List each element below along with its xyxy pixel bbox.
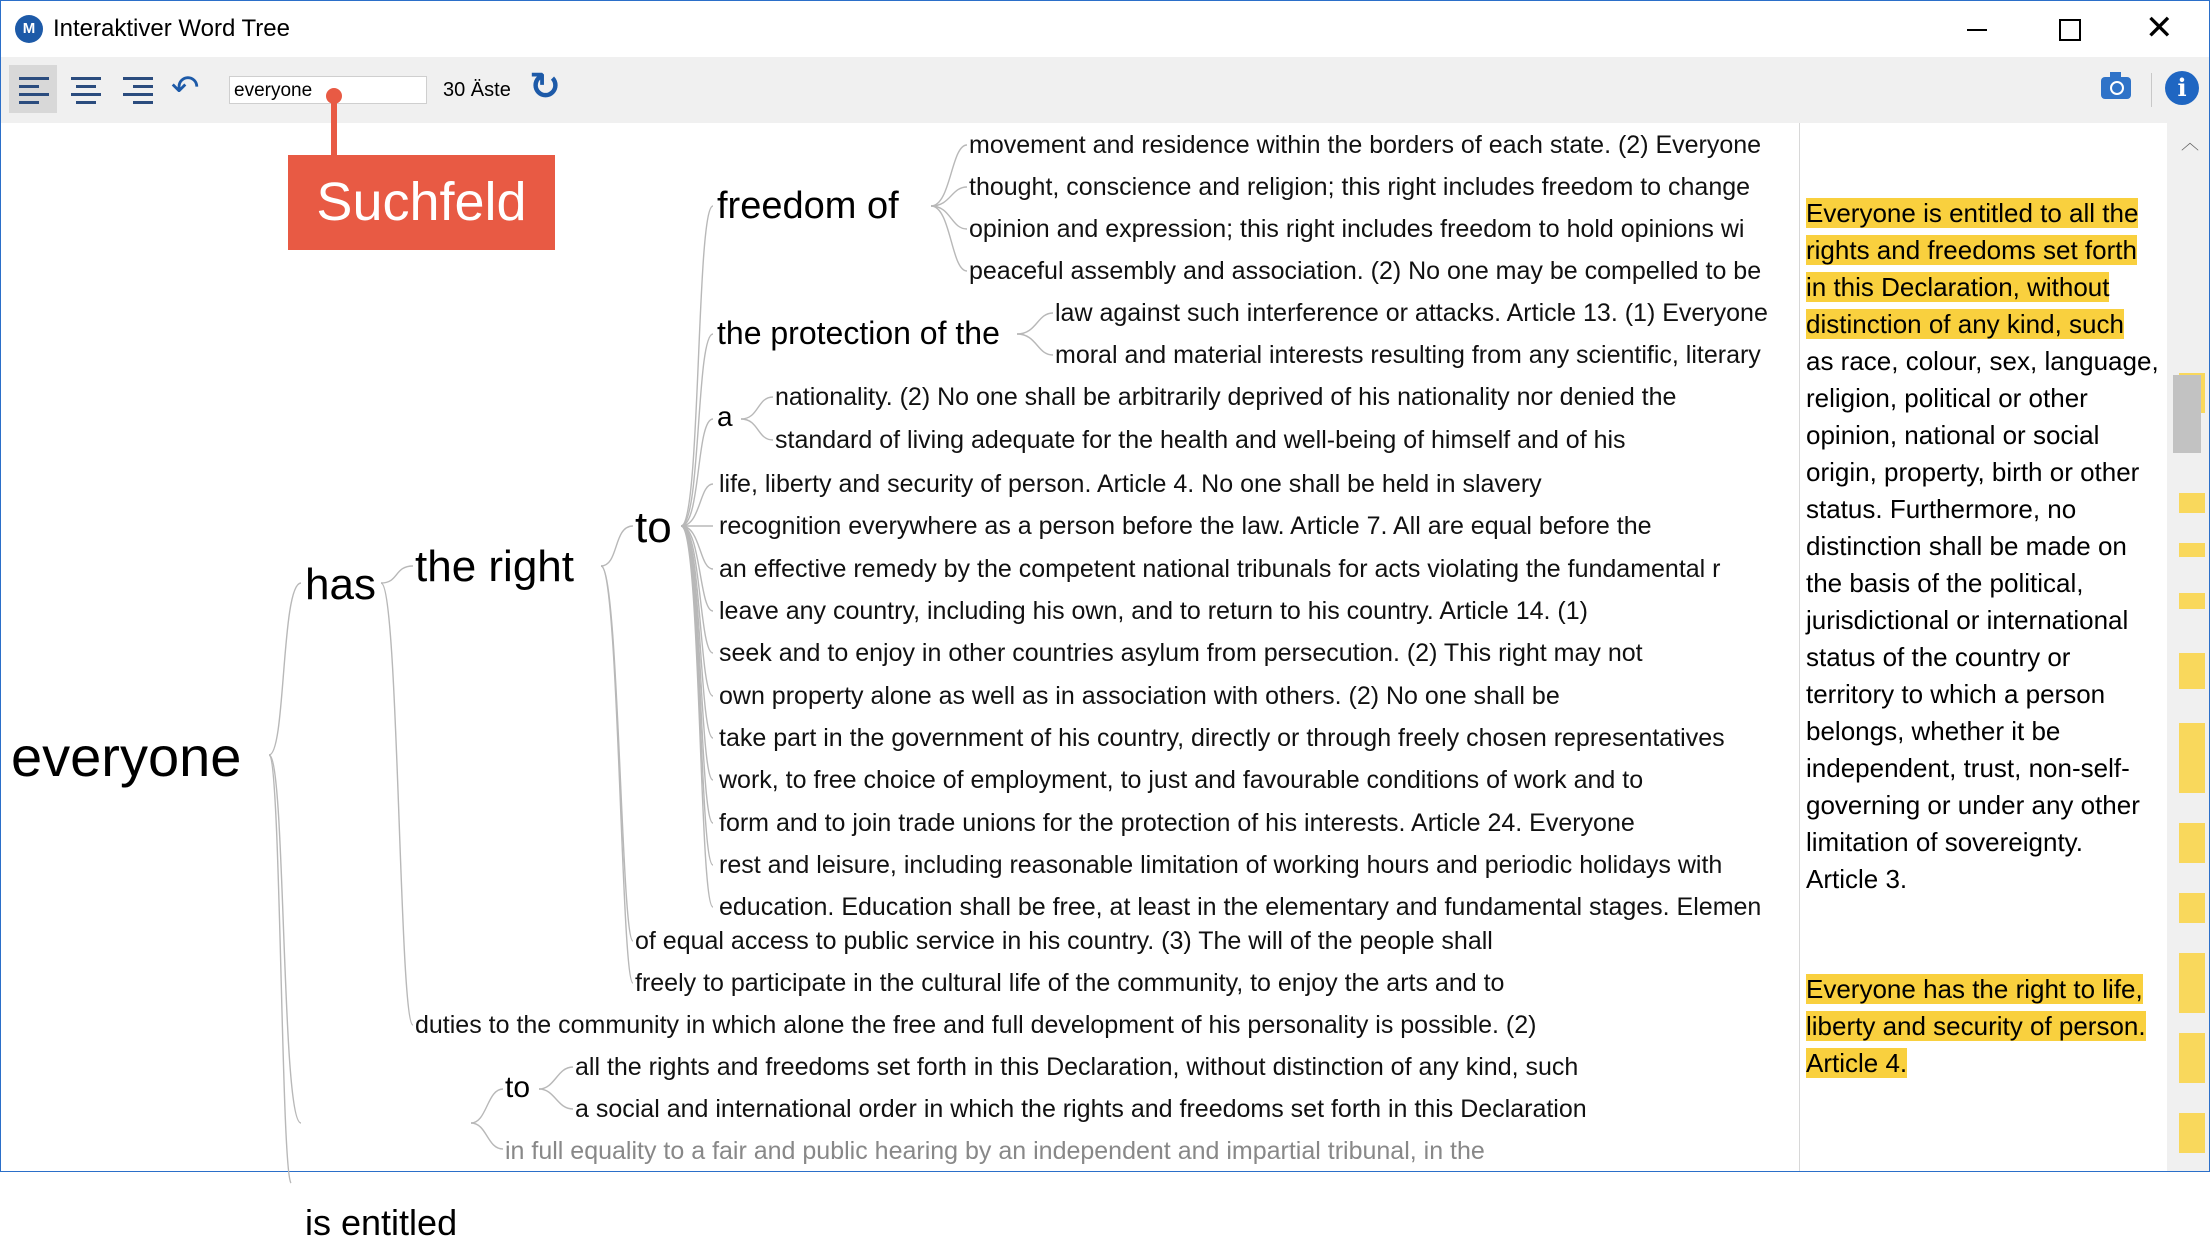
context-line: status. Furthermore, no [1806, 494, 2077, 524]
tree-leaf[interactable]: opinion and expression; this right includes freedom to hold opinions wi [969, 215, 1745, 243]
tree-leaf[interactable]: form and to join trade unions for the protection of his interests. Article 24. Everyone [719, 809, 1635, 837]
context-line: as race, colour, sex, language, [1806, 346, 2159, 376]
context-line: status of the country or [1806, 642, 2071, 672]
context-line: Everyone has the right to life, [1806, 974, 2143, 1004]
tree-node-has[interactable]: has [305, 560, 376, 609]
search-field-callout: Suchfeld [288, 155, 555, 250]
tree-node-the-right[interactable]: the right [415, 542, 574, 591]
scrollbar-hit-marker [2179, 953, 2205, 1013]
tree-node-entitled-to[interactable]: to [505, 1071, 531, 1104]
toolbar-divider [2151, 73, 2152, 107]
tree-leaf[interactable]: education. Education shall be free, at least in the elementary and fundamental stages. Elemen [719, 893, 1762, 921]
align-center-icon [71, 77, 101, 109]
tree-leaf[interactable]: law against such interference or attacks. Article 13. (1) Everyone [1055, 299, 1768, 327]
undo-icon[interactable]: ↶ [171, 69, 200, 107]
tree-node-is-entitled[interactable]: is entitled [305, 1202, 458, 1243]
scrollbar-hit-marker [2179, 543, 2205, 557]
context-line: in this Declaration, without [1806, 272, 2110, 302]
tree-node-freedom-of[interactable]: freedom of [717, 185, 899, 227]
scrollbar-thumb[interactable] [2173, 375, 2201, 453]
info-icon[interactable]: i [2165, 71, 2199, 105]
context-line: governing or under any other [1806, 790, 2140, 820]
tree-leaf[interactable]: own property alone as well as in association with others. (2) No one shall be [719, 682, 1560, 710]
context-paragraph-2 [1806, 971, 2160, 1082]
tree-leaf[interactable]: all the rights and freedoms set forth in this Declaration, without distinction of any kind, such [575, 1053, 1579, 1081]
context-line: opinion, national or social [1806, 420, 2100, 450]
align-right-icon [123, 77, 153, 109]
search-input[interactable]: everyone [229, 76, 427, 104]
context-line: territory to which a person [1806, 679, 2106, 709]
tree-leaf[interactable]: in full equality to a fair and public hearing by an independent and impartial tribunal, in the [505, 1137, 1485, 1165]
context-line: Everyone is entitled to all the [1806, 198, 2139, 228]
scrollbar-hit-marker [2179, 893, 2205, 923]
align-left-icon [19, 77, 49, 109]
context-line: limitation of sovereignty. [1806, 827, 2083, 857]
maximize-icon [2059, 19, 2081, 41]
align-left-button[interactable] [9, 65, 57, 113]
tree-node-the-protection-of-the[interactable]: the protection of the [717, 315, 1000, 351]
tree-leaf[interactable]: leave any country, including his own, and to return to his country. Article 14. (1) [719, 597, 1588, 625]
tree-leaf[interactable]: movement and residence within the borders of each state. (2) Everyone [969, 131, 1762, 159]
callout-stem [331, 97, 337, 157]
scrollbar-hit-marker [2179, 823, 2205, 863]
scrollbar-hit-marker [2179, 723, 2205, 793]
context-line: religion, political or other [1806, 383, 2088, 413]
scrollbar-hit-marker [2179, 1113, 2205, 1153]
camera-icon[interactable] [2101, 77, 2131, 99]
tree-leaf[interactable]: moral and material interests resulting from any scientific, literary [1055, 341, 1761, 369]
word-tree [1, 123, 1799, 1243]
context-line: distinction of any kind, such [1806, 309, 2124, 339]
tree-leaf[interactable]: a social and international order in which the rights and freedoms set forth in this Declaration [575, 1095, 1587, 1123]
tree-leaf[interactable]: nationality. (2) No one shall be arbitrarily deprived of his nationality nor denied the [775, 383, 1677, 411]
context-pane [1799, 123, 2168, 1171]
scrollbar-hit-marker [2179, 593, 2205, 609]
context-line: origin, property, birth or other [1806, 457, 2140, 487]
tree-leaf[interactable]: rest and leisure, including reasonable limitation of working hours and periodic holidays with [719, 851, 1723, 879]
context-line: the basis of the political, [1806, 568, 2084, 598]
align-center-button[interactable] [61, 65, 109, 113]
refresh-icon[interactable]: ↻ [529, 66, 561, 108]
context-line: belongs, whether it be [1806, 716, 2061, 746]
scrollbar-hit-marker [2179, 493, 2205, 513]
tree-leaf[interactable]: standard of living adequate for the health and well-being of himself and of his [775, 426, 1626, 454]
tree-root[interactable]: everyone [11, 725, 242, 788]
tree-leaf[interactable]: duties to the community in which alone the free and full development of his personality is possible. (2) [415, 1011, 1537, 1039]
branch-count: 30 Äste [443, 79, 511, 101]
context-line: independent, trust, non-self- [1806, 753, 2130, 783]
tree-node-to[interactable]: to [635, 503, 672, 552]
minimize-icon [1967, 29, 1987, 31]
tree-leaf[interactable]: seek and to enjoy in other countries asylum from persecution. (2) This right may not [719, 639, 1643, 667]
maximize-button[interactable] [2021, 1, 2113, 57]
tree-leaf[interactable]: work, to free choice of employment, to just and favourable conditions of work and to [719, 766, 1644, 794]
context-line: rights and freedoms set forth [1806, 235, 2137, 265]
tree-leaf[interactable]: life, liberty and security of person. Article 4. No one shall be held in slavery [719, 470, 1542, 498]
context-line: Article 3. [1806, 864, 1908, 894]
tree-leaf[interactable]: freely to participate in the cultural life of the community, to enjoy the arts and to [635, 969, 1505, 997]
context-line: jurisdictional or international [1806, 605, 2129, 635]
align-right-button[interactable] [113, 65, 161, 113]
tree-leaf[interactable]: peaceful assembly and association. (2) No one may be compelled to be [969, 257, 1762, 285]
context-scrollbar[interactable] [2167, 123, 2209, 1171]
context-paragraph-1 [1806, 195, 2160, 898]
window-title: Interaktiver Word Tree [53, 15, 290, 42]
tree-leaf[interactable]: recognition everywhere as a person before the law. Article 7. All are equal before the [719, 512, 1652, 540]
scrollbar-hit-marker [2179, 1033, 2205, 1083]
tree-node-a[interactable]: a [717, 401, 733, 432]
tree-leaf[interactable]: an effective remedy by the competent national tribunals for acts violating the fundamental r [719, 555, 1721, 583]
tree-leaf[interactable]: thought, conscience and religion; this right includes freedom to change [969, 173, 1751, 201]
title-bar [1, 1, 2209, 57]
context-line: Article 4. [1806, 1048, 1908, 1078]
scrollbar-hit-marker [2179, 653, 2205, 689]
context-line: liberty and security of person. [1806, 1011, 2146, 1041]
close-button[interactable] [2113, 1, 2205, 57]
tree-leaf[interactable]: take part in the government of his country, directly or through freely chosen representatives [719, 724, 1725, 752]
scroll-up-icon[interactable]: ︿ [2181, 133, 2199, 153]
close-icon: ✕ [2145, 9, 2174, 47]
app-logo-icon: M [15, 15, 43, 43]
tree-leaf[interactable]: of equal access to public service in his country. (3) The will of the people shall [635, 927, 1493, 955]
context-line: distinction shall be made on [1806, 531, 2127, 561]
minimize-button[interactable] [1929, 1, 2021, 57]
